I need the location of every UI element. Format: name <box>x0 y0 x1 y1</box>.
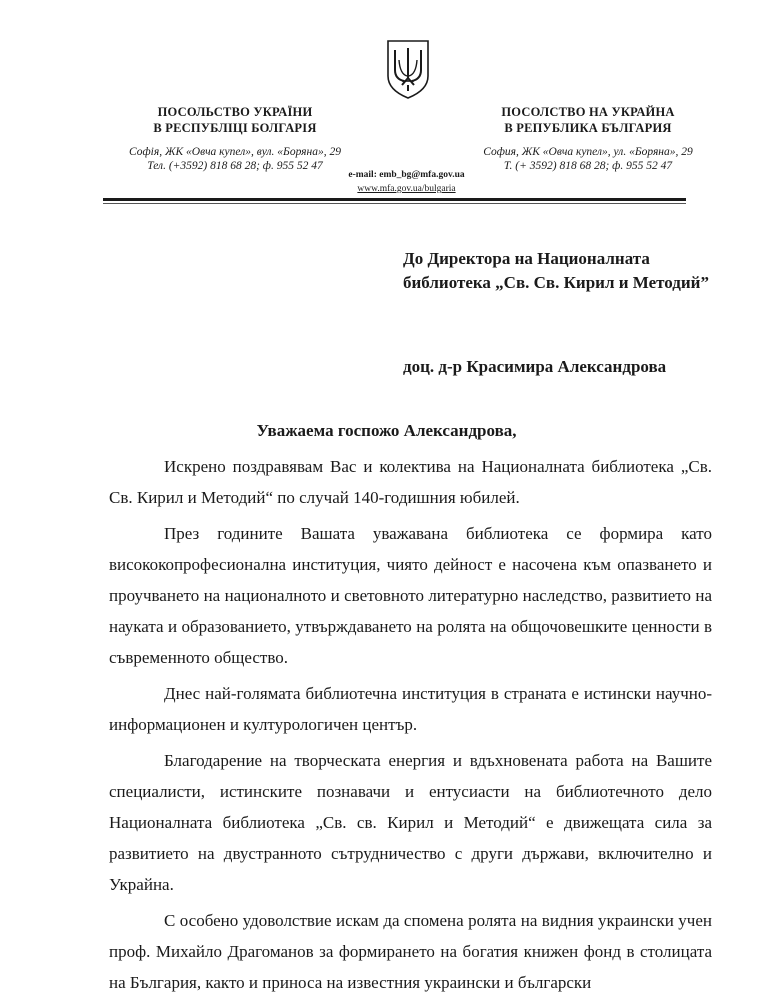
letterhead-divider-thin <box>103 203 686 204</box>
embassy-phones-ukrainian: Тел. (+3592) 818 68 28; ф. 955 52 47 <box>147 160 323 172</box>
embassy-address-ukrainian: Софія, ЖК «Овча купел», вул. «Боряна», 29 <box>129 146 341 158</box>
embassy-name-ukrainian-line2: В РЕСПУБЛІЦІ БОЛГАРІЯ <box>153 121 317 135</box>
recipient-address: До Директора на Националната библиотека „Св. Св. Кирил и Методий” <box>403 249 709 292</box>
letter-paragraph: С особено удоволствие искам да спомена ролята на видния украински учен проф. Михайло Драгоманов за формирането на богатия книжен фонд в столицата на България, както и приноса на известния украински и български <box>109 911 712 992</box>
embassy-name-bulgarian-line2: В РЕПУБЛИКА БЪЛГАРИЯ <box>504 121 672 135</box>
embassy-website-link[interactable]: www.mfa.gov.ua/bulgaria <box>357 184 456 194</box>
embassy-phones-bulgarian: Т. (+ 3592) 818 68 28; ф. 955 52 47 <box>503 160 673 172</box>
letter-paragraph: През годините Вашата уважавана библиотека се формира като висококопрофесионална институция, чиято дейност е насочена към опазването и проучването на националното и световното литературно наследство, развитието на науката и образованието, утвърждаването на ролята на общочовешките ценности в съвременното общество. <box>109 524 712 667</box>
embassy-name-bulgarian-line1: ПОСОЛСТВО НА УКРАЙНА <box>501 105 675 119</box>
letter-paragraph: Искрено поздравявам Вас и колектива на Националната библиотека „Св. Св. Кирил и Методий“ по случай 140-годишния юбилей. <box>109 457 712 507</box>
letter-paragraph: Благодарение на творческата енергия и вдъхновената работа на Вашите специалисти, истинските познавачи и ентусиасти на библиотечното дело Националната библиотека „Св. св. Кирил и Методий“ е движещата сила за развитието на двустранното сътрудничество с други държави, включително и Украйна. <box>109 751 712 894</box>
letter-body <box>109 451 712 998</box>
embassy-name-ukrainian-line1: ПОСОЛЬСТВО УКРАЇНИ <box>157 105 313 119</box>
embassy-address-bulgarian: София, ЖК «Овча купел», ул. «Боряна», 29 <box>483 146 693 158</box>
embassy-email: e-mail: emb_bg@mfa.gov.ua <box>348 170 465 180</box>
recipient-person: доц. д-р Красимира Александрова <box>403 357 667 376</box>
ukraine-coat-of-arms-icon <box>384 38 432 100</box>
letter-paragraph: Днес най-голямата библиотечна институция в страната е истински научно-информационен и културологичен център. <box>109 684 712 734</box>
letterhead-divider <box>103 198 686 201</box>
salutation: Уважаема госпожо Александрова, <box>256 421 517 440</box>
letterhead-right <box>423 104 753 173</box>
letterhead-left <box>70 104 400 173</box>
